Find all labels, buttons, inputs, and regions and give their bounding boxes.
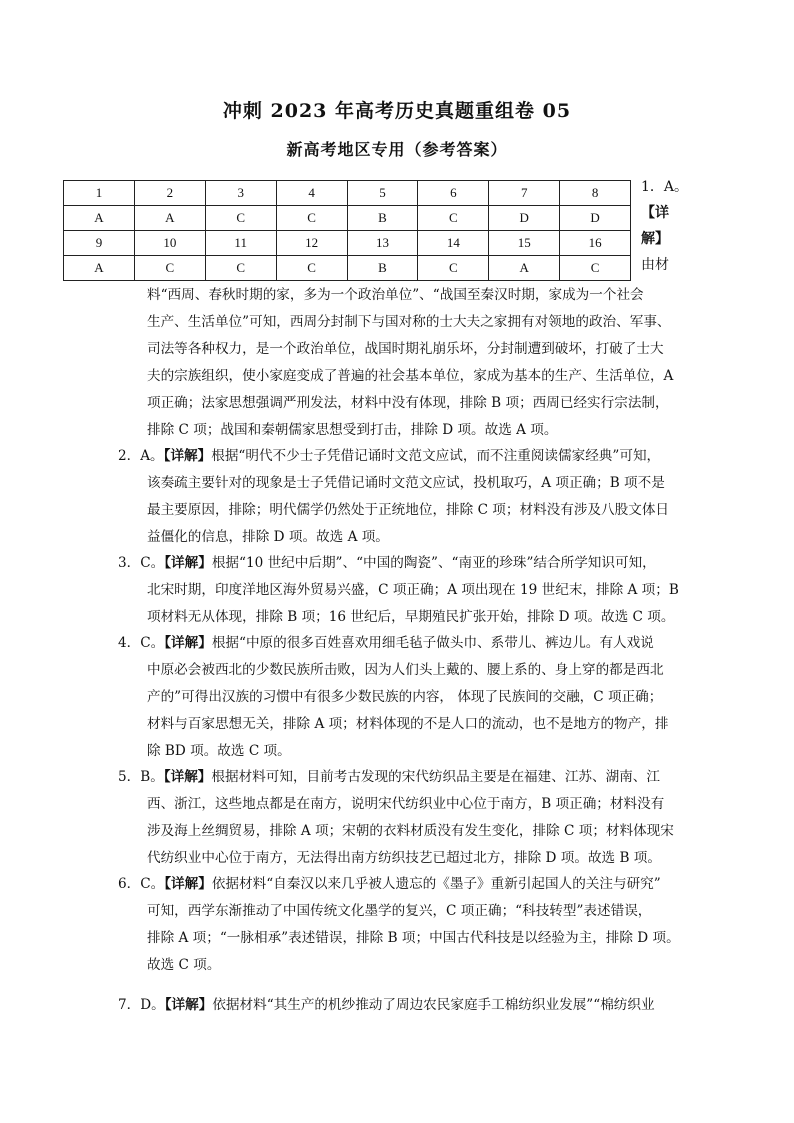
- question-number-cell: 4: [276, 181, 347, 206]
- answer-cell: C: [205, 206, 276, 231]
- question-number: 7．D。: [118, 997, 165, 1013]
- question-number: 4．C。: [118, 635, 165, 651]
- question-first-line: [118, 550, 686, 577]
- detail-tag: 【详解】: [163, 448, 212, 464]
- question-line: 北宋时期，印度洋地区海外贸易兴盛，C 项正确；A 项出现在 19 世纪末，排除 A 项；B: [147, 582, 679, 598]
- q1-line: 料“西周、春秋时期的家，多为一个政治单位”、“战国至秦汉时期，家成为一个社会: [147, 287, 644, 303]
- question-number-cell: 14: [418, 231, 489, 256]
- question-number-cell: 9: [64, 231, 135, 256]
- question-number-cell: 5: [347, 181, 418, 206]
- detail-tag: 【详解】: [163, 769, 212, 785]
- question-line: 益僵化的信息，排除 D 项。故选 A 项。: [147, 529, 389, 545]
- question-text: 根据材料可知，目前考古发现的宋代纺织品主要是在福建、江苏、湖南、江: [211, 769, 660, 785]
- question-text: 根据“10 世纪中后期”、“中国的陶瓷”、“南亚的珍珠”结合所学知识可知，: [211, 555, 656, 571]
- question-line: 排除 A 项；“一脉相承”表述错误，排除 B 项；中国古代科技是以经验为主，排除 D 项。: [147, 930, 680, 946]
- question-number-cell: 2: [134, 181, 205, 206]
- question-number: 2．A。: [118, 448, 164, 464]
- answer-cell: C: [560, 256, 631, 281]
- question-line: 除 BD 项。故选 C 项。: [147, 743, 291, 759]
- question-explanation: [118, 630, 686, 765]
- q1-line: 夫的宗族组织，使小家庭变成了普遍的社会基本单位，家成为基本的生产、生活单位，A: [147, 368, 674, 384]
- question-line: 产的”可得出汉族的习惯中有很多少数民族的内容， 体现了民族间的交融，C 项正确；: [147, 689, 663, 705]
- question-explanation: [118, 550, 686, 631]
- question-first-line: [118, 764, 686, 791]
- question-line: 该奏疏主要针对的现象是士子凭借记诵时文范文应试，投机取巧，A 项正确；B 项不是: [147, 475, 665, 491]
- question-line: 可知，西学东渐推动了中国传统文化墨学的复兴，C 项正确；“科技转型”表述错误，: [147, 903, 652, 919]
- detail-tag: 【详解】: [164, 555, 212, 571]
- question-first-line: [118, 630, 686, 657]
- question-number-cell: 8: [560, 181, 631, 206]
- answer-table: [63, 180, 631, 281]
- question-explanation: [118, 764, 686, 872]
- answer-cell: C: [418, 256, 489, 281]
- question-line: 故选 C 项。: [147, 957, 221, 973]
- question-number: 5．B。: [118, 769, 164, 785]
- question-line: 材料与百家思想无关，排除 A 项；材料体现的不是人口的流动，也不是地方的物产，排: [147, 716, 669, 732]
- answer-cell: C: [276, 206, 347, 231]
- answer-cell: C: [134, 256, 205, 281]
- question-explanation: [118, 871, 686, 979]
- question-number-cell: 6: [418, 181, 489, 206]
- question-text: 依据材料“其生产的机纱推动了周边农民家庭手工棉纺织业发展”“棉纺织业: [212, 997, 655, 1013]
- answer-cell: D: [560, 206, 631, 231]
- q1-detail-tag-open: 【详: [641, 205, 669, 221]
- question-line: 涉及海上丝绸贸易，排除 A 项；宋朝的衣料材质没有发生变化，排除 C 项；材料体现宋: [147, 823, 674, 839]
- question-number-cell: 13: [347, 231, 418, 256]
- question-explanation: [118, 443, 686, 551]
- detail-tag: 【详解】: [164, 635, 212, 651]
- question-number-cell: 10: [134, 231, 205, 256]
- detail-tag: 【详解】: [164, 997, 213, 1013]
- answer-cell: B: [347, 256, 418, 281]
- question-number: 6．C。: [118, 876, 165, 892]
- question-text: 根据“明代不少士子凭借记诵时文范文应试，而不注重阅读儒家经典”可知，: [211, 448, 661, 464]
- answer-cell: A: [64, 256, 135, 281]
- answer-row: [64, 256, 631, 281]
- answer-cell: A: [489, 256, 560, 281]
- question-number-row: [64, 231, 631, 256]
- page-title: 冲刺 2023 年高考历史真题重组卷 05: [222, 100, 572, 122]
- question-number-cell: 16: [560, 231, 631, 256]
- question-first-line: [118, 443, 686, 470]
- q1-lead-text: 由材: [641, 257, 669, 273]
- question-number-cell: 1: [64, 181, 135, 206]
- q1-explanation: [147, 282, 685, 444]
- answer-cell: D: [489, 206, 560, 231]
- question-text: 根据“中原的很多百姓喜欢用细毛毡子做头巾、系带儿、裤边儿。有人戏说: [211, 635, 654, 651]
- question-line: 最主要原因，排除；明代儒学仍然处于正统地位，排除 C 项；材料没有涉及八股文体日: [147, 502, 670, 518]
- answer-cell: C: [205, 256, 276, 281]
- q1-line: 排除 C 项；战国和秦朝儒家思想受到打击，排除 D 项。故选 A 项。: [147, 422, 558, 438]
- q1-number: 1．A。: [641, 179, 689, 195]
- q1-line: 司法等各种权力，是一个政治单位，战国时期礼崩乐坏，分封制遭到破坏，打破了士大: [147, 341, 664, 357]
- q1-line: 项正确；法家思想强调严刑发法，材料中没有体现，排除 B 项；西周已经实行宗法制，: [147, 395, 669, 411]
- question-first-line: [118, 871, 686, 898]
- question-line: 项材料无从体现，排除 B 项；16 世纪后，早期殖民扩张开始，排除 D 项。故选 C 项。: [147, 609, 675, 625]
- question-number-cell: 3: [205, 181, 276, 206]
- question-explanation: [118, 992, 686, 1019]
- page-subtitle: 新高考地区专用（参考答案）: [286, 140, 508, 159]
- answer-cell: B: [347, 206, 418, 231]
- q1-line: 生产、生活单位”可知，西周分封制下与国对称的士大夫之家拥有对领地的政治、军事、: [147, 314, 671, 330]
- question-line: 中原必会被西北的少数民族所击败，因为人们头上戴的、腰上系的、身上穿的都是西北: [147, 662, 664, 678]
- question-number-cell: 11: [205, 231, 276, 256]
- question-line: 西、浙江，这些地点都是在南方，说明宋代纺织业中心位于南方，B 项正确；材料没有: [147, 796, 665, 812]
- question-number-cell: 15: [489, 231, 560, 256]
- question-number-cell: 12: [276, 231, 347, 256]
- detail-tag: 【详解】: [164, 876, 212, 892]
- question-number-cell: 7: [489, 181, 560, 206]
- answer-cell: A: [64, 206, 135, 231]
- answer-row: [64, 206, 631, 231]
- q1-side-header: [641, 174, 689, 278]
- answer-cell: C: [418, 206, 489, 231]
- question-line: 代纺织业中心位于南方，无法得出南方纺织技艺已超过北方，排除 D 项。故选 B 项。: [147, 850, 661, 866]
- question-first-line: [118, 992, 686, 1019]
- answer-cell: C: [276, 256, 347, 281]
- question-text: 依据材料“自秦汉以来几乎被人遗忘的《墨子》重新引起国人的关注与研究”: [211, 876, 661, 892]
- question-number-row: [64, 181, 631, 206]
- answer-cell: A: [134, 206, 205, 231]
- q1-detail-tag-close: 解】: [641, 231, 669, 247]
- question-number: 3．C。: [118, 555, 165, 571]
